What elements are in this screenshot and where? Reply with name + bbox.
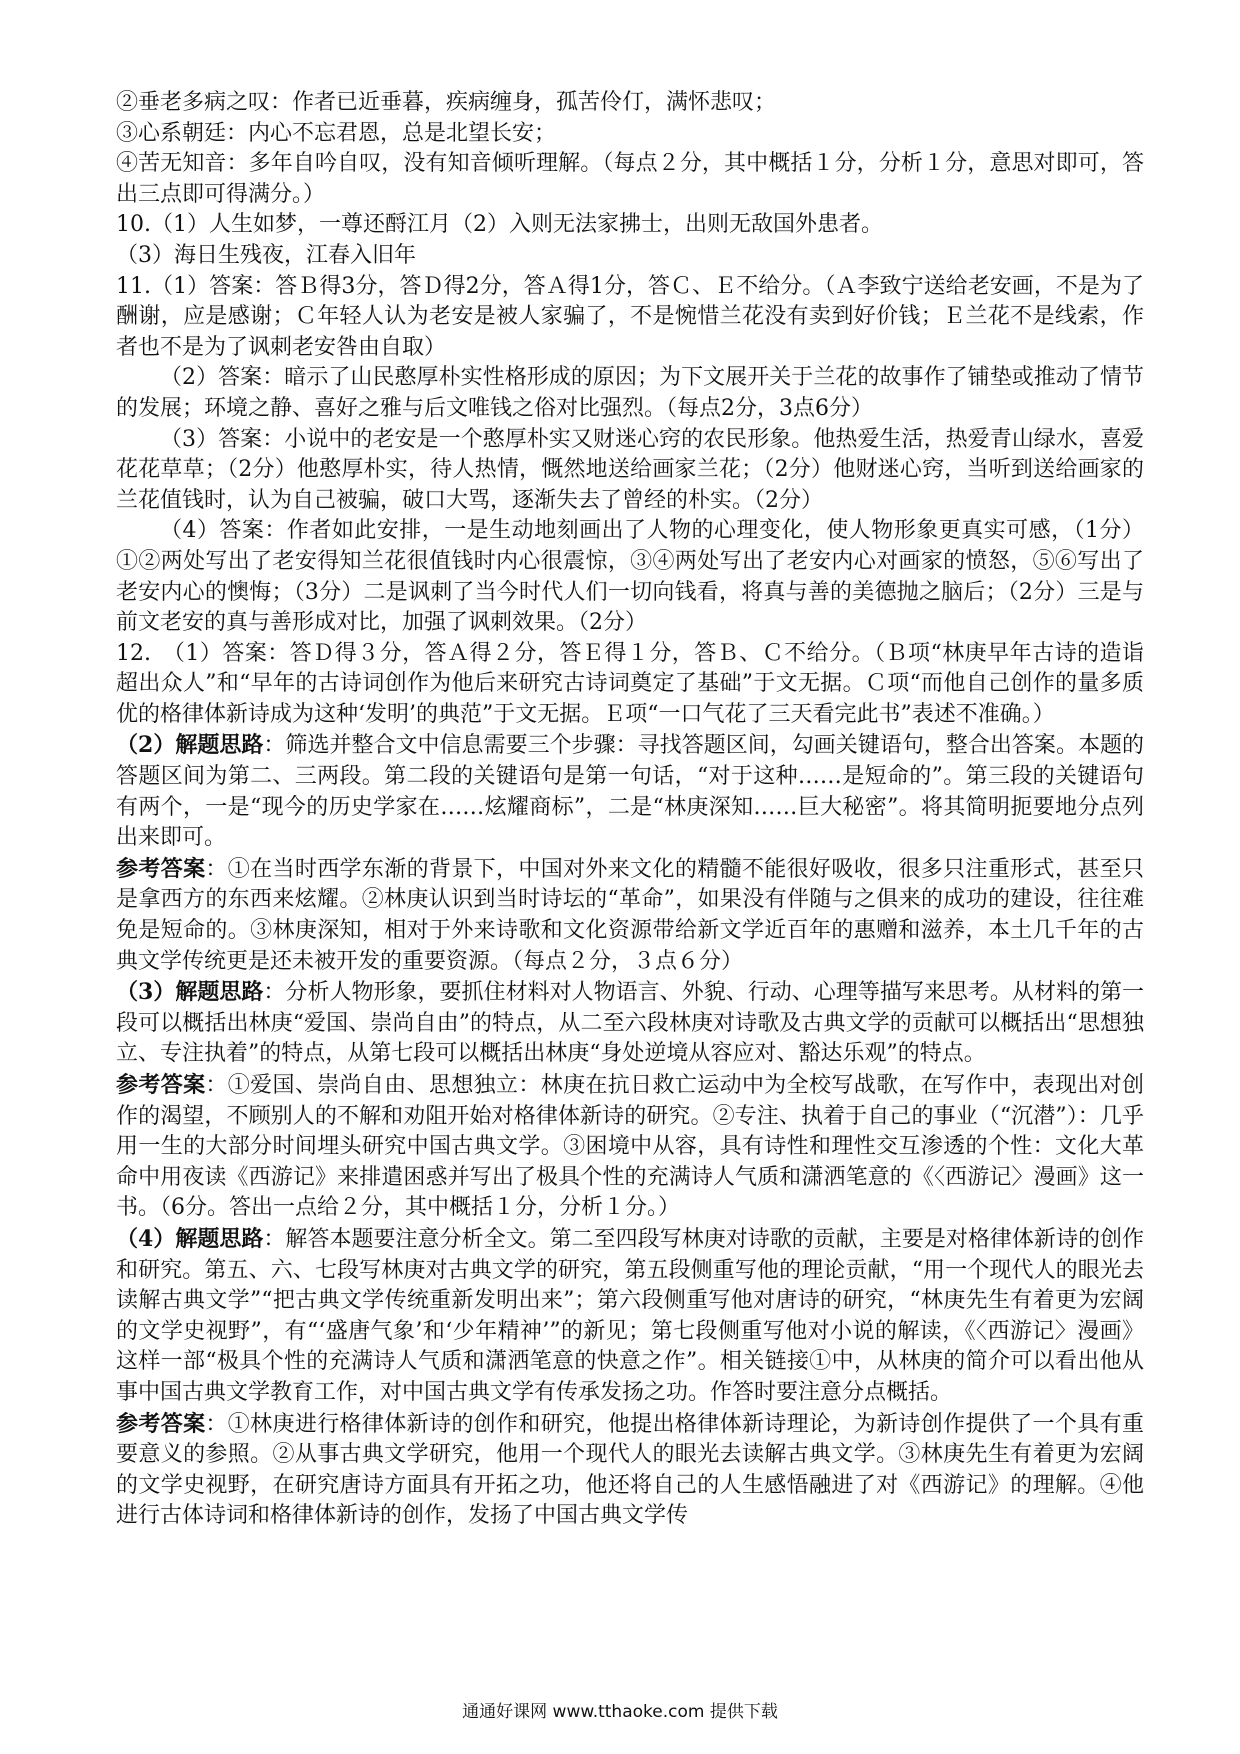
question-11-answer-2: （2）答案：暗示了山民憨厚朴实性格形成的原因；为下文展开关于兰花的故事作了铺垫或推动了情节的发展；环境之静、喜好之雅与后文唯钱之俗对比强烈。（每点2分，3点6分）: [116, 365, 1144, 421]
question-11-answer-4: （4）答案：作者如此安排，一是生动地刻画出了人物的心理变化，使人物形象更真实可感，（1分）①②两处写出了老安得知兰花很值钱时内心很震惊，③④两处写出了老安内心对画家的愤怒，⑤⑥写出了老安内心的懊悔；（3分）二是讽刺了当今时代人们一切向钱看，将真与善的美德抛之脑后；（2分）三是与前文老安的真与善形成对比，加强了讽刺效果。（2分）: [116, 518, 1144, 636]
document-body: [116, 88, 1144, 1532]
answer-line: ④苦无知音：多年自吟自叹，没有知音倾听理解。（每点２分，其中概括１分，分析１分，意思对即可，答出三点即可得满分。）: [116, 151, 1144, 207]
question-10-answer: 10.（1）人生如梦，一尊还酹江月（2）入则无法家拂士，出则无敌国外患者。: [116, 212, 883, 238]
question-10-answer-3: （3）海日生残夜，江春入旧年: [116, 242, 416, 268]
section-label: 参考答案: [116, 1072, 206, 1098]
section-text: ：①在当时西学东渐的背景下，中国对外来文化的精髓不能很好吸收，很多只注重形式，甚至只是拿西方的东西来炫耀。②林庚认识到当时诗坛的“革命”，如果没有伴随与之俱来的成功的建设，往往难免是短命的。③林庚深知，相对于外来诗歌和文化资源带给新文学近百年的惠赠和滋养，本土几千年的古典文学传统更是还未被开发的重要资源。（每点２分，３点６分）: [116, 856, 1144, 974]
section-label: （4）解题思路: [116, 1225, 264, 1252]
section-label: （2）解题思路: [116, 732, 264, 759]
question-12-answer-1: 12. （1）答案：答Ｄ得３分，答Ａ得２分，答Ｅ得１分，答Ｂ、Ｃ不给分。（Ｂ项“林庚早年古诗的造诣超出众人”和“早年的古诗词创作为他后来研究古诗词奠定了基础”于文无据。Ｃ项“而他自己创作的量多质优的格律体新诗成为这种‘发明’的典范”于文无据。Ｅ项“一口气花了三天看完此书”表述不准确。）: [116, 640, 1144, 727]
section-text: ：分析人物形象，要抓住材料对人物语言、外貌、行动、心理等描写来思考。从材料的第一段可以概括出林庚“爱国、崇尚自由”的特点，从二至六段林庚对诗歌及古典文学的贡献可以概括出“思想独立、专注执着”的特点，从第七段可以概括出林庚“身处逆境从容应对、豁达乐观”的特点。: [116, 980, 1144, 1067]
section-text: ：筛选并整合文中信息需要三个步骤：寻找答题区间，勾画关键语句，整合出答案。本题的答题区间为第二、三两段。第二段的关键语句是第一句话，“对于这种……是短命的”。第三段的关键语句有两个，一是“现今的历史学家在……炫耀商标”，二是“林庚深知……巨大秘密”。将其简明扼要地分点列出来即可。: [116, 733, 1144, 851]
section-text: ：①林庚进行格律体新诗的创作和研究，他提出格律体新诗理论，为新诗创作提供了一个具有重要意义的参照。②从事古典文学研究，他用一个现代人的眼光去读解古典文学。③林庚先生有着更为宏阔的文学史视野，在研究唐诗方面具有开拓之功，他还将自己的人生感悟融进了对《西游记》的理解。④他进行古体诗词和格律体新诗的创作，发扬了中国古典文学传: [116, 1411, 1144, 1529]
question-12-approach-3: [116, 977, 1144, 1070]
answer-line: ③心系朝廷：内心不忘君恩，总是北望长安；: [116, 120, 557, 146]
question-11-answer-3: （3）答案：小说中的老安是一个憨厚朴实又财迷心窍的农民形象。他热爱生活，热爱青山绿水，喜爱花花草草；（2分）他憨厚朴实，待人热情，慨然地送给画家兰花；（2分）他财迷心窍，当听到送给画家的兰花值钱时，认为自己被骗，破口大骂，逐渐失去了曾经的朴实。（2分）: [116, 426, 1144, 513]
question-12-reference-4: [116, 1409, 1144, 1532]
question-12-approach-4: [116, 1224, 1144, 1409]
section-label: 参考答案: [116, 855, 206, 882]
page-footer: 通通好课网 www.tthaoke.com 提供下载: [462, 1702, 778, 1722]
question-12-reference-2: [116, 854, 1144, 977]
section-text: ：解答本题要注意分析全文。第二至四段写林庚对诗歌的贡献，主要是对格律体新诗的创作和研究。第五、六、七段写林庚对古典文学的研究，第五段侧重写他的理论贡献，“用一个现代人的眼光去读解古典文学”“把古典文学传统重新发明出来”；第六段侧重写他对唐诗的研究，“林庚先生有着更为宏阔的文学史视野”，有“‘盛唐气象’和‘少年精神’”的新见；第七段侧重写他对小说的解读，《〈西游记〉漫画》这样一部“极具个性的充满诗人气质和潇洒笔意的快意之作”。相关链接①中，从林庚的简介可以看出他从事中国古典文学教育工作，对中国古典文学有传承发扬之功。作答时要注意分点概括。: [116, 1226, 1144, 1405]
section-label: （3）解题思路: [116, 979, 264, 1006]
question-12-approach-2: [116, 730, 1144, 853]
question-11-answer-1: 11.（1）答案：答Ｂ得3分，答Ｄ得2分，答Ａ得1分，答Ｃ、Ｅ不给分。（Ａ李致宁送给老安画，不是为了酬谢，应是感谢；Ｃ年轻人认为老安是被人家骗了，不是惋惜兰花没有卖到好价钱；Ｅ兰花不是线索，作者也不是为了讽刺老安咎由自取）: [116, 273, 1144, 360]
section-label: 参考答案: [116, 1410, 206, 1437]
section-text: ：①爱国、崇尚自由、思想独立：林庚在抗日救亡运动中为全校写战歌，在写作中，表现出对创作的渴望，不顾别人的不解和劝阻开始对格律体新诗的研究。②专注、执着于自己的事业（“沉潜”）：几乎用一生的大部分时间埋头研究中国古典文学。③困境中从容，具有诗性和理性交互渗透的个性：文化大革命中用夜读《西游记》来排遣困惑并写出了极具个性的充满诗人气质和潇洒笔意的《〈西游记〉漫画》这一书。（6分。答出一点给２分，其中概括１分，分析１分。）: [116, 1073, 1144, 1221]
answer-line: ②垂老多病之叹：作者已近垂暮，疾病缠身，孤苦伶仃，满怀悲叹；: [116, 90, 777, 115]
question-12-reference-3: [116, 1070, 1144, 1224]
